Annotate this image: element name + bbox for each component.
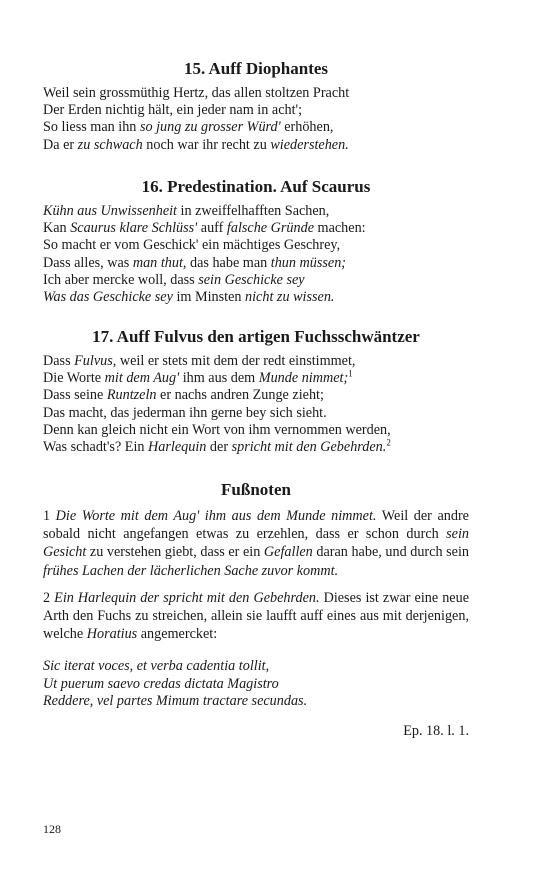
verse-line [43,220,469,237]
poem-fulvus [43,353,469,456]
verse-line [43,353,469,370]
text-run: noch war ihr recht zu [142,136,271,153]
footnotes-heading: Fußnoten [221,480,291,499]
text-run: er nachs andren Zunge zieht; [156,387,324,404]
section-heading-17: 17. Auff Fulvus den artigen Fuchsschwäntzer [92,327,420,346]
text-run: Der Erden nichtig hält, ein jeder nam in acht'; [43,102,303,119]
verse-line [43,85,469,102]
verse-line [43,272,469,289]
text-run: daran habe, und durch sein [312,544,469,561]
text-run: zu schwach [77,136,143,153]
poem-diophantes [43,85,469,154]
text-run: Weil der andre sobald nicht angefangen etwas zu erzehlen, dass er schon durch [43,508,469,543]
text-run: nicht zu wissen. [245,289,335,306]
text-run: So macht er vom Geschick' ein mächtiges Geschrey, [43,237,341,254]
text-run: das habe man [186,254,271,271]
verse-line [43,203,469,220]
text-run: Dieses ist zwar eine neue Arth den Fuchs zu streichen, allein sie laufft auff eines aus mit derjenigen, welche [43,590,470,643]
text-run: spricht mit den Gebehrden. [231,439,387,456]
verse-line [43,422,469,439]
text-run: Die Worte [43,370,105,387]
text-run: Weil sein grossmüthig Hertz, das allen stoltzen Pracht [43,85,350,101]
text-run: in zweiffelhafften Sachen, [177,203,330,219]
text-run: Fulvus, [74,353,117,369]
text-run: mit dem Aug' [104,370,180,387]
text-run: Was schadt's? Ein [43,439,149,456]
footnote-1 [43,507,469,580]
text-run: Denn kan gleich nicht ein Wort von ihm vernommen werden, [43,421,391,438]
section-heading-16: 16. Predestination. Auf Scaurus [141,177,371,196]
text-run: angemercket: [137,626,218,643]
quote-line: Ut puerum saevo credas dictata Magistro [43,675,279,692]
text-run: Das macht, das jederman ihn gerne bey sich sieht. [43,404,327,421]
verse-line [43,137,469,154]
verse-line [43,370,469,387]
text-run: der [206,439,232,456]
footnote-ref[interactable]: 1 [348,368,353,379]
text-run: machen: [314,220,366,237]
text-run: weil er stets mit dem der redt einstimmet, [116,353,356,369]
text-run: erhöhen, [280,119,334,136]
text-run: im Minsten [172,289,246,306]
verse-line [43,405,469,422]
text-run: Ein Harlequin der spricht mit den Gebehrden. [54,590,320,606]
verse-line [43,119,469,136]
text-run: Runtzeln [106,387,157,404]
verse-line [43,237,469,254]
text-run: Dass [43,353,75,369]
text-run: Munde nimmet; [258,370,349,387]
page-number: 128 [43,822,61,836]
text-run: sein Gesicht [43,526,469,561]
text-run: zu verstehen giebt, dass er ein [86,544,264,561]
text-run: auff [197,220,227,237]
section-heading-15: 15. Auff Diophantes [183,59,329,78]
verse-line [43,255,469,272]
poem-scaurus [43,203,469,306]
text-run: So liess man ihn [43,119,140,136]
verse-line [43,387,469,404]
text-run: Kühn aus Unwissenheit [43,203,177,219]
text-run: Die Worte mit dem Aug' ihm aus dem Munde nimmet. [55,508,377,524]
citation: Ep. 18. l. 1. [403,723,469,739]
verse-line [43,439,469,456]
text-run: Harlequin [148,439,207,456]
text-run: ihm aus dem [179,370,259,387]
text-run: 1 [43,508,56,524]
text-run: Da er [43,136,78,153]
verse-line [43,289,469,306]
quote-line: Sic iterat voces, et verba cadentia tollit, [43,658,270,674]
horace-quote [43,658,469,711]
text-run: Scaurus klare Schlüss' [70,220,198,237]
text-run: falsche Gründe [226,220,314,237]
text-run: sein Geschicke sey [198,271,305,288]
text-run: so jung zu grosser Würd' [139,119,281,136]
quote-line: Reddere, vel partes Mimum tractare secundas. [43,693,308,710]
text-run: Dass seine [43,387,107,404]
text-run: 2 [43,590,55,606]
footnote-ref[interactable]: 2 [386,437,391,448]
footnote-2 [43,589,469,644]
text-run: Gefallen [263,544,313,561]
text-run: man thut, [132,254,187,271]
text-run: Dass alles, was [43,254,133,271]
text-run: wiederstehen. [270,136,349,153]
text-run: Kan [43,220,71,237]
text-run: Horatius [86,626,138,643]
text-run: Ich aber mercke woll, dass [43,271,199,288]
text-run: frühes Lachen der lächerlichen Sache zuvor kommt. [43,562,339,579]
text-run: Was das Geschicke sey [43,289,173,306]
text-run: thun müssen; [270,254,347,271]
verse-line [43,102,469,119]
